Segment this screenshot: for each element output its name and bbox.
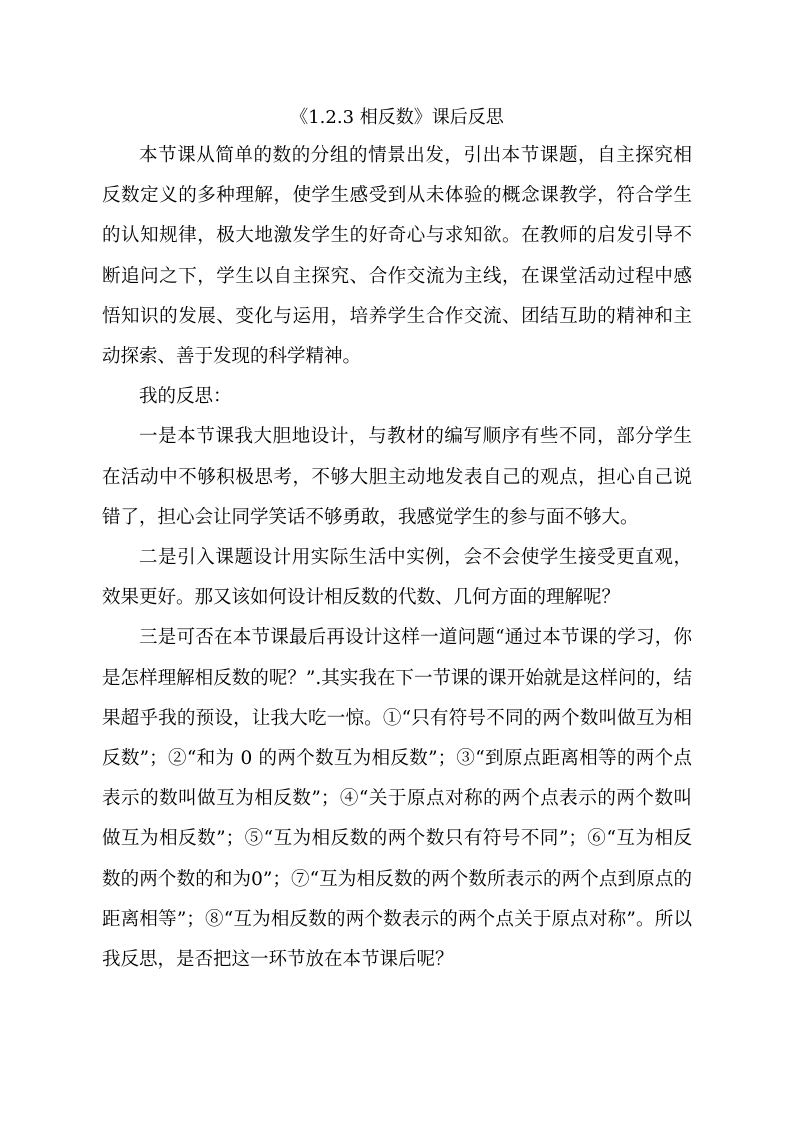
paragraph-reflection-three: 三是可否在本节课最后再设计这样一道问题“通过本节课的学习，你是怎样理解相反数的呢？”.其实我在下一节课的课开始就是这样问的，结果超乎我的预设，让我大吃一惊。①“只有符号不同的两个数叫做互为相反数”；②“和为 0 的两个数互为相反数”；③“到原点距离相等的两个点表示的数叫做互为相反数”；④“关于原点对称的两个点表示的两个数叫做互为相反数”；⑤“互为相反数的两个数只有符号不同”；⑥“互为相反数的两个数的和为0”；⑦“互为相反数的两个数所表示的两个点到原点的距离相等”；⑧“互为相反数的两个数表示的两个点关于原点对称”。所以我反思，是否把这一环节放在本节课后呢？ (102, 627, 692, 971)
paragraph-reflection-heading: 我的反思： (139, 386, 232, 408)
paragraph-intro: 本节课从简单的数的分组的情景出发，引出本节课题，自主探究相反数定义的多种理解，使学生感受到从未体验的概念课教学，符合学生的认知规律，极大地激发学生的好奇心与求知欲。在教师的启发引导不断追问之下，学生以自主探究、合作交流为主线，在课堂活动过程中感悟知识的发展、变化与运用，培养学生合作交流、团结互助的精神和主动探索、善于发现的科学精神。 (102, 145, 692, 368)
document-title: 《1.2.3 相反数》课后反思 (290, 107, 504, 128)
document-body (102, 100, 692, 980)
paragraph-reflection-two: 二是引入课题设计用实际生活中实例，会不会使学生接受更直观，效果更好。那又该如何设计相反数的代数、几何方面的理解呢？ (102, 547, 692, 609)
paragraph-reflection-one: 一是本节课我大胆地设计，与教材的编写顺序有些不同，部分学生在活动中不够积极思考，不够大胆主动地发表自己的观点，担心自己说错了，担心会让同学笑话不够勇敢，我感觉学生的参与面不够大。 (102, 426, 692, 528)
